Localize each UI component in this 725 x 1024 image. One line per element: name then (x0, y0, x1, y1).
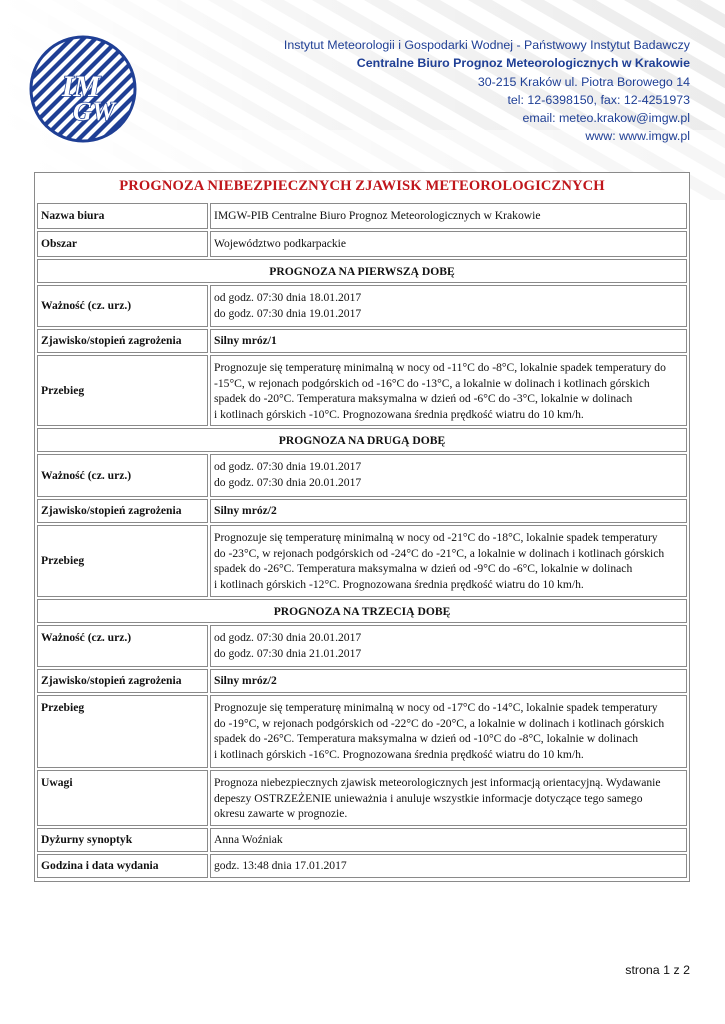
course-line: Prognozuje się temperaturę minimalną w nocy od -21°C do -18°C, lokalnie spadek temperatury (214, 531, 658, 544)
office-value: IMGW-PIB Centralne Biuro Prognoz Meteorologicznych w Krakowie (210, 203, 687, 229)
notes-row (37, 770, 687, 826)
day2-course-text (210, 525, 687, 597)
course-line: spadek do -26°C. Temperatura maksymalna w dzień od -9°C do -6°C, lokalnie w dolinach (214, 562, 633, 576)
day1-course-label: Przebieg (37, 355, 208, 426)
day2-validity-to: do godz. 07:30 dnia 20.01.2017 (214, 475, 362, 489)
area-value: Województwo podkarpackie (210, 231, 687, 257)
day2-phenomenon-value: Silny mróz/2 (210, 499, 687, 523)
issued-label: Godzina i data wydania (37, 854, 208, 878)
office-website[interactable]: www: www.imgw.pl (585, 129, 690, 144)
day3-validity-to: do godz. 07:30 dnia 21.01.2017 (214, 646, 362, 660)
area-row (37, 231, 687, 257)
day2-heading: PROGNOZA NA DRUGĄ DOBĘ (37, 428, 687, 452)
institute-info (284, 36, 690, 146)
day3-course-label: Przebieg (37, 695, 208, 768)
day2-course-row (37, 525, 687, 597)
day3-phenomenon-label: Zjawisko/stopień zagrożenia (37, 669, 208, 693)
day1-validity-value (210, 285, 687, 327)
day3-heading: PROGNOZA NA TRZECIĄ DOBĘ (37, 599, 687, 623)
course-line: i kotlinach górskich -12°C. Prognozowana średnia prędkość wiatru do 10 km/h. (214, 578, 584, 592)
day2-heading-row (37, 428, 687, 452)
office-email[interactable]: email: meteo.krakow@imgw.pl (522, 111, 690, 126)
area-label: Obszar (37, 231, 208, 257)
day2-phenomenon-row (37, 499, 687, 523)
day3-validity-row (37, 625, 687, 667)
day1-validity-label: Ważność (cz. urz.) (37, 285, 208, 327)
course-line: i kotlinach górskich -16°C. Prognozowana średnia prędkość wiatru do 10 km/h. (214, 748, 584, 762)
forecaster-row (37, 828, 687, 852)
day2-validity-label: Ważność (cz. urz.) (37, 454, 208, 497)
day1-phenomenon-label: Zjawisko/stopień zagrożenia (37, 329, 208, 353)
day2-course-label: Przebieg (37, 525, 208, 597)
day1-validity-to: do godz. 07:30 dnia 19.01.2017 (214, 306, 362, 320)
svg-text:GW: GW (73, 97, 115, 126)
course-line: -15°C, w rejonach podgórskich od -16°C do -13°C, a lokalnie w dolinach i kotlinach górskich (214, 376, 650, 390)
day2-validity-value (210, 454, 687, 497)
institute-name: Instytut Meteorologii i Gospodarki Wodnej - Państwowy Instytut Badawczy (283, 38, 690, 52)
office-row (37, 203, 687, 229)
issued-value: godz. 13:48 dnia 17.01.2017 (210, 854, 687, 878)
office-address: 30-215 Kraków ul. Piotra Borowego 14 (477, 74, 690, 89)
notes-label: Uwagi (37, 770, 208, 826)
day3-validity-label: Ważność (cz. urz.) (37, 625, 208, 667)
course-line: i kotlinach górskich -10°C. Prognozowana średnia prędkość wiatru do 10 km/h. (214, 408, 584, 422)
day1-course-row (37, 355, 687, 426)
svg-text:IM: IM (61, 70, 101, 103)
day3-validity-value (210, 625, 687, 667)
office-name: Centralne Biuro Prognoz Meteorologicznych w Krakowie (356, 56, 690, 71)
day3-heading-row (37, 599, 687, 623)
day3-phenomenon-value: Silny mróz/2 (210, 669, 687, 693)
day1-phenomenon-row (37, 329, 687, 353)
course-line: Prognozuje się temperaturę minimalną w nocy od -17°C do -14°C, lokalnie spadek temperatury (214, 701, 658, 714)
forecaster-value: Anna Woźniak (210, 828, 687, 852)
notes-line: okresu zawarte w prognozie. (214, 807, 348, 821)
issued-row (37, 854, 687, 878)
office-phone: tel: 12-6398150, fax: 12-4251973 (507, 92, 690, 107)
imgw-logo (28, 34, 138, 144)
day1-phenomenon-value: Silny mróz/1 (210, 329, 687, 353)
day2-validity-row (37, 454, 687, 497)
day3-phenomenon-row (37, 669, 687, 693)
course-line: spadek do -20°C. Temperatura maksymalna w dzień od -6°C do -3°C, lokalnie w dolinach (214, 392, 633, 406)
day3-course-row (37, 695, 687, 768)
day1-validity-row (37, 285, 687, 327)
day3-validity-from: od godz. 07:30 dnia 20.01.2017 (214, 631, 362, 644)
notes-line: depeszy OSTRZEŻENIE unieważnia i anuluje wszystkie informacje dotyczące tego samego (214, 791, 643, 805)
forecast-document (34, 172, 690, 882)
day1-heading: PROGNOZA NA PIERWSZĄ DOBĘ (37, 259, 687, 283)
course-line: do -19°C, w rejonach podgórskich od -22°C do -20°C, a lokalnie w dolinach i kotlinach górskich (214, 716, 665, 730)
course-line: Prognozuje się temperaturę minimalną w nocy od -11°C do -8°C, lokalnie spadek temperatury do (214, 361, 666, 374)
day2-validity-from: od godz. 07:30 dnia 19.01.2017 (214, 460, 362, 473)
document-title: PROGNOZA NIEBEZPIECZNYCH ZJAWISK METEOROLOGICZNYCH (119, 178, 605, 194)
day1-heading-row (37, 259, 687, 283)
day1-validity-from: od godz. 07:30 dnia 18.01.2017 (214, 291, 362, 304)
course-line: do -23°C, w rejonach podgórskich od -24°C do -21°C, a lokalnie w dolinach i kotlinach górskich (214, 546, 665, 560)
course-line: spadek do -26°C. Temperatura maksymalna w dzień od -10°C do -8°C, lokalnie w dolinach (214, 732, 639, 746)
day3-course-text (210, 695, 687, 768)
day1-course-text (210, 355, 687, 426)
notes-text (210, 770, 687, 826)
day2-phenomenon-label: Zjawisko/stopień zagrożenia (37, 499, 208, 523)
page-number: strona 1 z 2 (625, 963, 690, 977)
office-label: Nazwa biura (37, 203, 208, 229)
notes-line: Prognoza niebezpiecznych zjawisk meteorologicznych jest informacją orientacyjną. Wydawanie (214, 776, 661, 789)
forecaster-label: Dyżurny synoptyk (37, 828, 208, 852)
